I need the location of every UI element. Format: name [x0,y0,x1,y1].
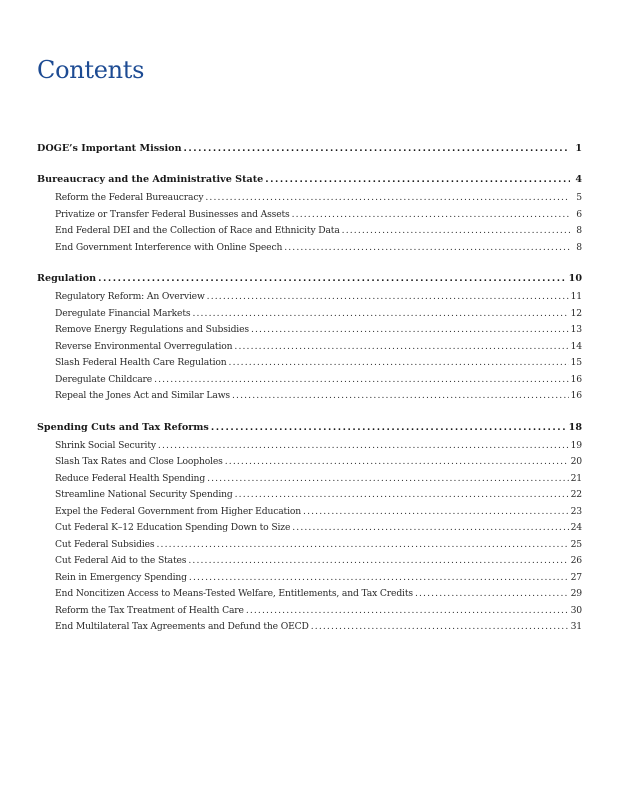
toc-page-number[interactable]: 15 [570,357,582,368]
toc-entry-title[interactable]: Slash Tax Rates and Close Loopholes [55,456,223,467]
dot-leader [415,586,569,603]
toc-page-number[interactable]: 11 [570,291,582,302]
toc-entry[interactable] [37,487,582,504]
toc-entry-title[interactable]: End Noncitizen Access to Means-Tested Welfare, Entitlements, and Tax Credits [55,588,413,599]
dot-leader [292,207,570,224]
toc-entry[interactable] [37,603,582,620]
toc-page-number[interactable]: 25 [570,538,582,550]
toc-page-number[interactable]: 16 [570,390,582,401]
toc-page-number[interactable]: 27 [570,571,582,583]
toc-entry[interactable] [37,570,582,587]
dot-leader [154,372,569,389]
toc-entry-title[interactable]: Cut Federal Aid to the States [55,555,187,566]
toc-entry-title[interactable]: Reform the Federal Bureaucracy [55,192,204,203]
toc-page-number[interactable]: 12 [570,307,582,319]
dot-leader [189,570,569,587]
toc-entry-title[interactable]: Privatize or Transfer Federal Businesses and Assets [55,208,290,220]
toc-page-number[interactable]: 30 [570,604,582,616]
dot-leader [234,339,568,356]
page-title: Contents [37,56,145,84]
toc-page-number[interactable]: 4 [575,174,582,185]
toc-entry-title[interactable]: Deregulate Financial Markets [55,307,191,319]
toc-entry-title[interactable]: Repeal the Jones Act and Similar Laws [55,390,230,401]
toc-page-number[interactable]: 31 [570,621,582,632]
toc-entry[interactable] [37,306,582,323]
toc-page-number[interactable]: 18 [568,421,582,433]
dot-leader [184,140,570,157]
toc-entry-title[interactable]: Deregulate Childcare [55,373,153,385]
toc-page-number[interactable]: 1 [575,143,582,154]
dot-leader [342,223,570,240]
toc-section-heading[interactable] [37,270,582,287]
toc-section [37,171,582,256]
toc-page-number[interactable]: 20 [570,456,582,467]
dot-leader [292,520,568,537]
toc-section-heading[interactable] [37,140,582,157]
dot-leader [205,190,570,207]
dot-leader [303,504,569,521]
toc-entry[interactable] [37,454,582,471]
toc-entry-title[interactable]: Rein in Emergency Spending [55,571,187,583]
toc-page-number[interactable]: 19 [570,439,582,451]
toc-entry[interactable] [37,339,582,356]
toc-entry-title[interactable]: End Federal DEI and the Collection of Race and Ethnicity Data [55,225,340,236]
toc-entry-title[interactable]: DOGE’s Important Mission [37,143,182,154]
toc-page-number[interactable]: 21 [570,472,582,484]
dot-leader [229,355,569,372]
toc-section-heading[interactable] [37,419,582,436]
toc-section [37,270,582,405]
toc-entry[interactable] [37,190,582,207]
dot-leader [251,322,569,339]
toc-entry[interactable] [37,619,582,636]
toc-entry-title[interactable]: Streamline National Security Spending [55,489,233,500]
dot-leader [225,454,569,471]
toc-page-number[interactable]: 24 [570,522,582,533]
dot-leader [158,438,569,455]
toc-entry[interactable] [37,537,582,554]
toc-entry[interactable] [37,388,582,405]
dot-leader [211,419,567,436]
toc-entry-title[interactable]: Shrink Social Security [55,439,156,451]
dot-leader [246,603,569,620]
toc-entry[interactable] [37,438,582,455]
dot-leader [207,471,569,488]
dot-leader [235,487,569,504]
toc-page-number[interactable]: 16 [570,373,582,385]
toc-entry[interactable] [37,355,582,372]
toc-page-number[interactable]: 22 [570,489,582,500]
toc-entry[interactable] [37,207,582,224]
dot-leader [311,619,569,636]
toc-entry-title[interactable]: End Government Interference with Online Speech [55,241,283,253]
toc-entry[interactable] [37,322,582,339]
dot-leader [207,289,569,306]
toc-page-number[interactable]: 29 [570,588,582,599]
toc-entry-title[interactable]: Reduce Federal Health Spending [55,472,206,484]
toc-page-number[interactable]: 14 [570,340,582,352]
toc-entry-title[interactable]: Remove Energy Regulations and Subsidies [55,324,249,335]
toc-entry[interactable] [37,504,582,521]
toc-entry-title[interactable]: Cut Federal K–12 Education Spending Down to Size [55,522,291,533]
toc-entry-title[interactable]: Reverse Environmental Overregulation [55,340,233,352]
toc-entry-title[interactable]: Slash Federal Health Care Regulation [55,357,227,368]
toc-entry-title[interactable]: Expel the Federal Government from Higher Education [55,505,302,517]
toc-page-number[interactable]: 8 [576,225,582,236]
toc-page-number[interactable]: 6 [576,208,582,220]
toc-entry-title[interactable]: Cut Federal Subsidies [55,538,155,550]
toc-entry[interactable] [37,372,582,389]
toc-page-number[interactable]: 23 [570,505,582,517]
toc-entry-title[interactable]: End Multilateral Tax Agreements and Defund the OECD [55,621,309,632]
toc-page-number[interactable]: 13 [570,324,582,335]
toc-entry[interactable] [37,553,582,570]
toc-entry[interactable] [37,289,582,306]
toc-page-number[interactable]: 10 [568,273,582,284]
dot-leader [156,537,568,554]
table-of-contents [37,140,582,650]
toc-section-heading[interactable] [37,171,582,188]
toc-entry-title[interactable]: Regulatory Reform: An Overview [55,291,205,302]
toc-entry-title[interactable]: Bureaucracy and the Administrative State [37,174,264,185]
dot-leader [265,171,570,188]
toc-entry-title[interactable]: Spending Cuts and Tax Reforms [37,421,209,433]
toc-section [37,419,582,636]
dot-leader [232,388,569,405]
toc-entry[interactable] [37,520,582,537]
dot-leader [188,553,568,570]
toc-entry-title[interactable]: Regulation [37,273,97,284]
toc-entry[interactable] [37,223,582,240]
toc-entry[interactable] [37,240,582,257]
dot-leader [98,270,567,287]
toc-entry[interactable] [37,586,582,603]
toc-page-number[interactable]: 8 [576,241,582,253]
toc-entry[interactable] [37,471,582,488]
toc-section [37,140,582,157]
dot-leader [284,240,570,257]
dot-leader [192,306,568,323]
toc-entry-title[interactable]: Reform the Tax Treatment of Health Care [55,604,244,616]
toc-page-number[interactable]: 26 [570,555,582,566]
toc-page-number[interactable]: 5 [576,192,582,203]
